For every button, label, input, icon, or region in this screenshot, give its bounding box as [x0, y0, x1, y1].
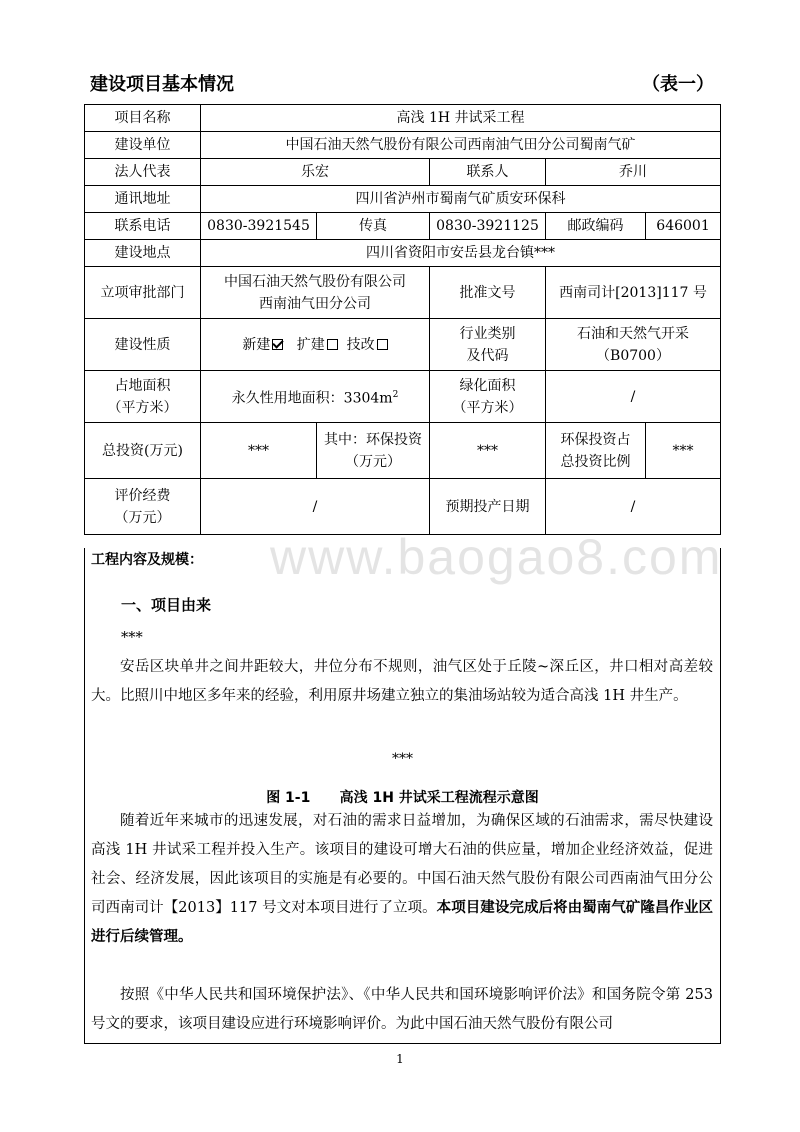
eval-fee-label-line1: 评价经费	[114, 487, 171, 504]
prod-date-value: /	[546, 479, 721, 535]
industry-label-line2: 及代码	[466, 347, 509, 364]
nature-expand-label: 扩建	[296, 336, 325, 353]
paragraph-3: 按照《中华人民共和国环境保护法》、《中华人民共和国环境影响评价法》和国务院令第 253 号文的要求，该项目建设应进行环境影响评价。为此中国石油天然气股份有限公司	[91, 987, 713, 1032]
industry-value	[546, 319, 721, 371]
nature-new-label: 新建	[242, 336, 271, 353]
nature-renovate-label: 技改	[346, 336, 375, 353]
fax-value: 0830-3921125	[430, 213, 546, 240]
paragraph-2-text: 随着近年来城市的迅速发展，对石油的需求日益增加，为确保区域的石油需求，需尽快建设高浅 1H 井试采工程并投入生产。该项目的建设可增大石油的供应量，增加企业经济效益，促进社会、经济发展，因此该项目的实施是有必要的。中国石油天然气股份有限公司西南油气田分公司西南司计【2013】117 号文对本项目进行了立项。	[91, 813, 713, 916]
nature-label: 建设性质	[85, 319, 201, 371]
location-label: 建设地点	[85, 240, 201, 267]
phone-label: 联系电话	[85, 213, 201, 240]
industry-line1: 石油和天然气开采	[577, 325, 690, 342]
page-title: 建设项目基本情况	[90, 74, 234, 95]
placeholder-stars-2: ***	[392, 751, 413, 767]
section-heading: 一、项目由来	[121, 596, 212, 614]
nature-renovate-checkbox[interactable]	[377, 339, 388, 350]
approval-dept-value	[201, 267, 430, 319]
env-ratio-label-line2: 总投资比例	[560, 453, 631, 470]
env-invest-label-line2: （万元）	[345, 453, 401, 470]
prod-date-label: 预期投产日期	[430, 479, 546, 535]
page-number: 1	[396, 1052, 404, 1066]
area-value-text: 永久性用地面积：3304m	[231, 390, 393, 407]
industry-line2: （B0700）	[596, 347, 670, 364]
env-ratio-label-line1: 环保投资占	[560, 431, 631, 448]
project-info-table	[84, 104, 721, 535]
area-unit-sup: 2	[392, 389, 399, 400]
postcode-label: 邮政编码	[546, 213, 646, 240]
nature-expand-checkbox[interactable]	[327, 339, 338, 350]
approval-dept-line2: 西南油气田分公司	[259, 295, 371, 312]
area-label-line1: 占地面积	[114, 377, 171, 394]
page-header	[84, 70, 720, 96]
project-name-label: 项目名称	[85, 105, 201, 132]
area-label-line2: （平方米）	[107, 399, 178, 416]
approval-dept-label: 立项审批部门	[85, 267, 201, 319]
contact-value: 乔川	[546, 159, 721, 186]
unit-value: 中国石油天然气股份有限公司西南油气田分公司蜀南气矿	[201, 132, 721, 159]
section-label: 工程内容及规模：	[91, 552, 203, 568]
figure-caption: 图 1-1 高浅 1H 井试采工程流程示意图	[266, 790, 539, 806]
location-value: 四川省资阳市安岳县龙台镇***	[201, 240, 721, 267]
env-invest-label	[317, 423, 430, 479]
paragraph-1: 安岳区块单井之间井距较大，井位分布不规则，油气区处于丘陵~深丘区，井口相对高差较大。比照川中地区多年来的经验，利用原井场建立独立的集油场站较为适合高浅 1H 井生产。	[91, 659, 713, 704]
nature-new-checkbox[interactable]	[272, 339, 283, 350]
green-label-line1: 绿化面积	[459, 377, 516, 394]
paragraph-2	[91, 807, 713, 952]
invest-value: ***	[201, 423, 317, 479]
phone-value: 0830-3921545	[201, 213, 317, 240]
table-number: （表一）	[642, 74, 714, 95]
eval-fee-label	[85, 479, 201, 535]
eval-fee-label-line2: （万元）	[114, 509, 171, 526]
approval-no-value: 西南司计[2013]117 号	[546, 267, 721, 319]
paragraph-2-bold: 本项目建设完成后将由蜀南气矿隆昌作业区进行后续管理。	[91, 900, 714, 945]
unit-label: 建设单位	[85, 132, 201, 159]
legal-rep-value: 乐宏	[201, 159, 430, 186]
contact-label: 联系人	[430, 159, 546, 186]
address-value: 四川省泸州市蜀南气矿质安环保科	[201, 186, 721, 213]
env-ratio-value: ***	[646, 423, 721, 479]
postcode-value: 646001	[646, 213, 721, 240]
project-content-section	[84, 548, 721, 1044]
env-invest-label-line1: 其中：环保投资	[324, 431, 422, 448]
legal-rep-label: 法人代表	[85, 159, 201, 186]
area-value	[201, 371, 430, 423]
fax-label: 传真	[317, 213, 430, 240]
eval-fee-value: /	[201, 479, 430, 535]
industry-label-line1: 行业类别	[459, 325, 516, 342]
area-label	[85, 371, 201, 423]
green-label-line2: （平方米）	[452, 399, 523, 416]
placeholder-stars-1: ***	[121, 630, 143, 646]
industry-label	[430, 319, 546, 371]
project-name-value: 高浅 1H 井试采工程	[201, 105, 721, 132]
approval-dept-line1: 中国石油天然气股份有限公司	[224, 273, 406, 290]
address-label: 通讯地址	[85, 186, 201, 213]
env-ratio-label	[546, 423, 646, 479]
green-value: /	[546, 371, 721, 423]
green-label	[430, 371, 546, 423]
env-invest-value: ***	[430, 423, 546, 479]
watermark: www.baogao8.com	[270, 529, 723, 585]
invest-label: 总投资(万元)	[85, 423, 201, 479]
nature-options	[201, 319, 430, 371]
approval-no-label: 批准文号	[430, 267, 546, 319]
